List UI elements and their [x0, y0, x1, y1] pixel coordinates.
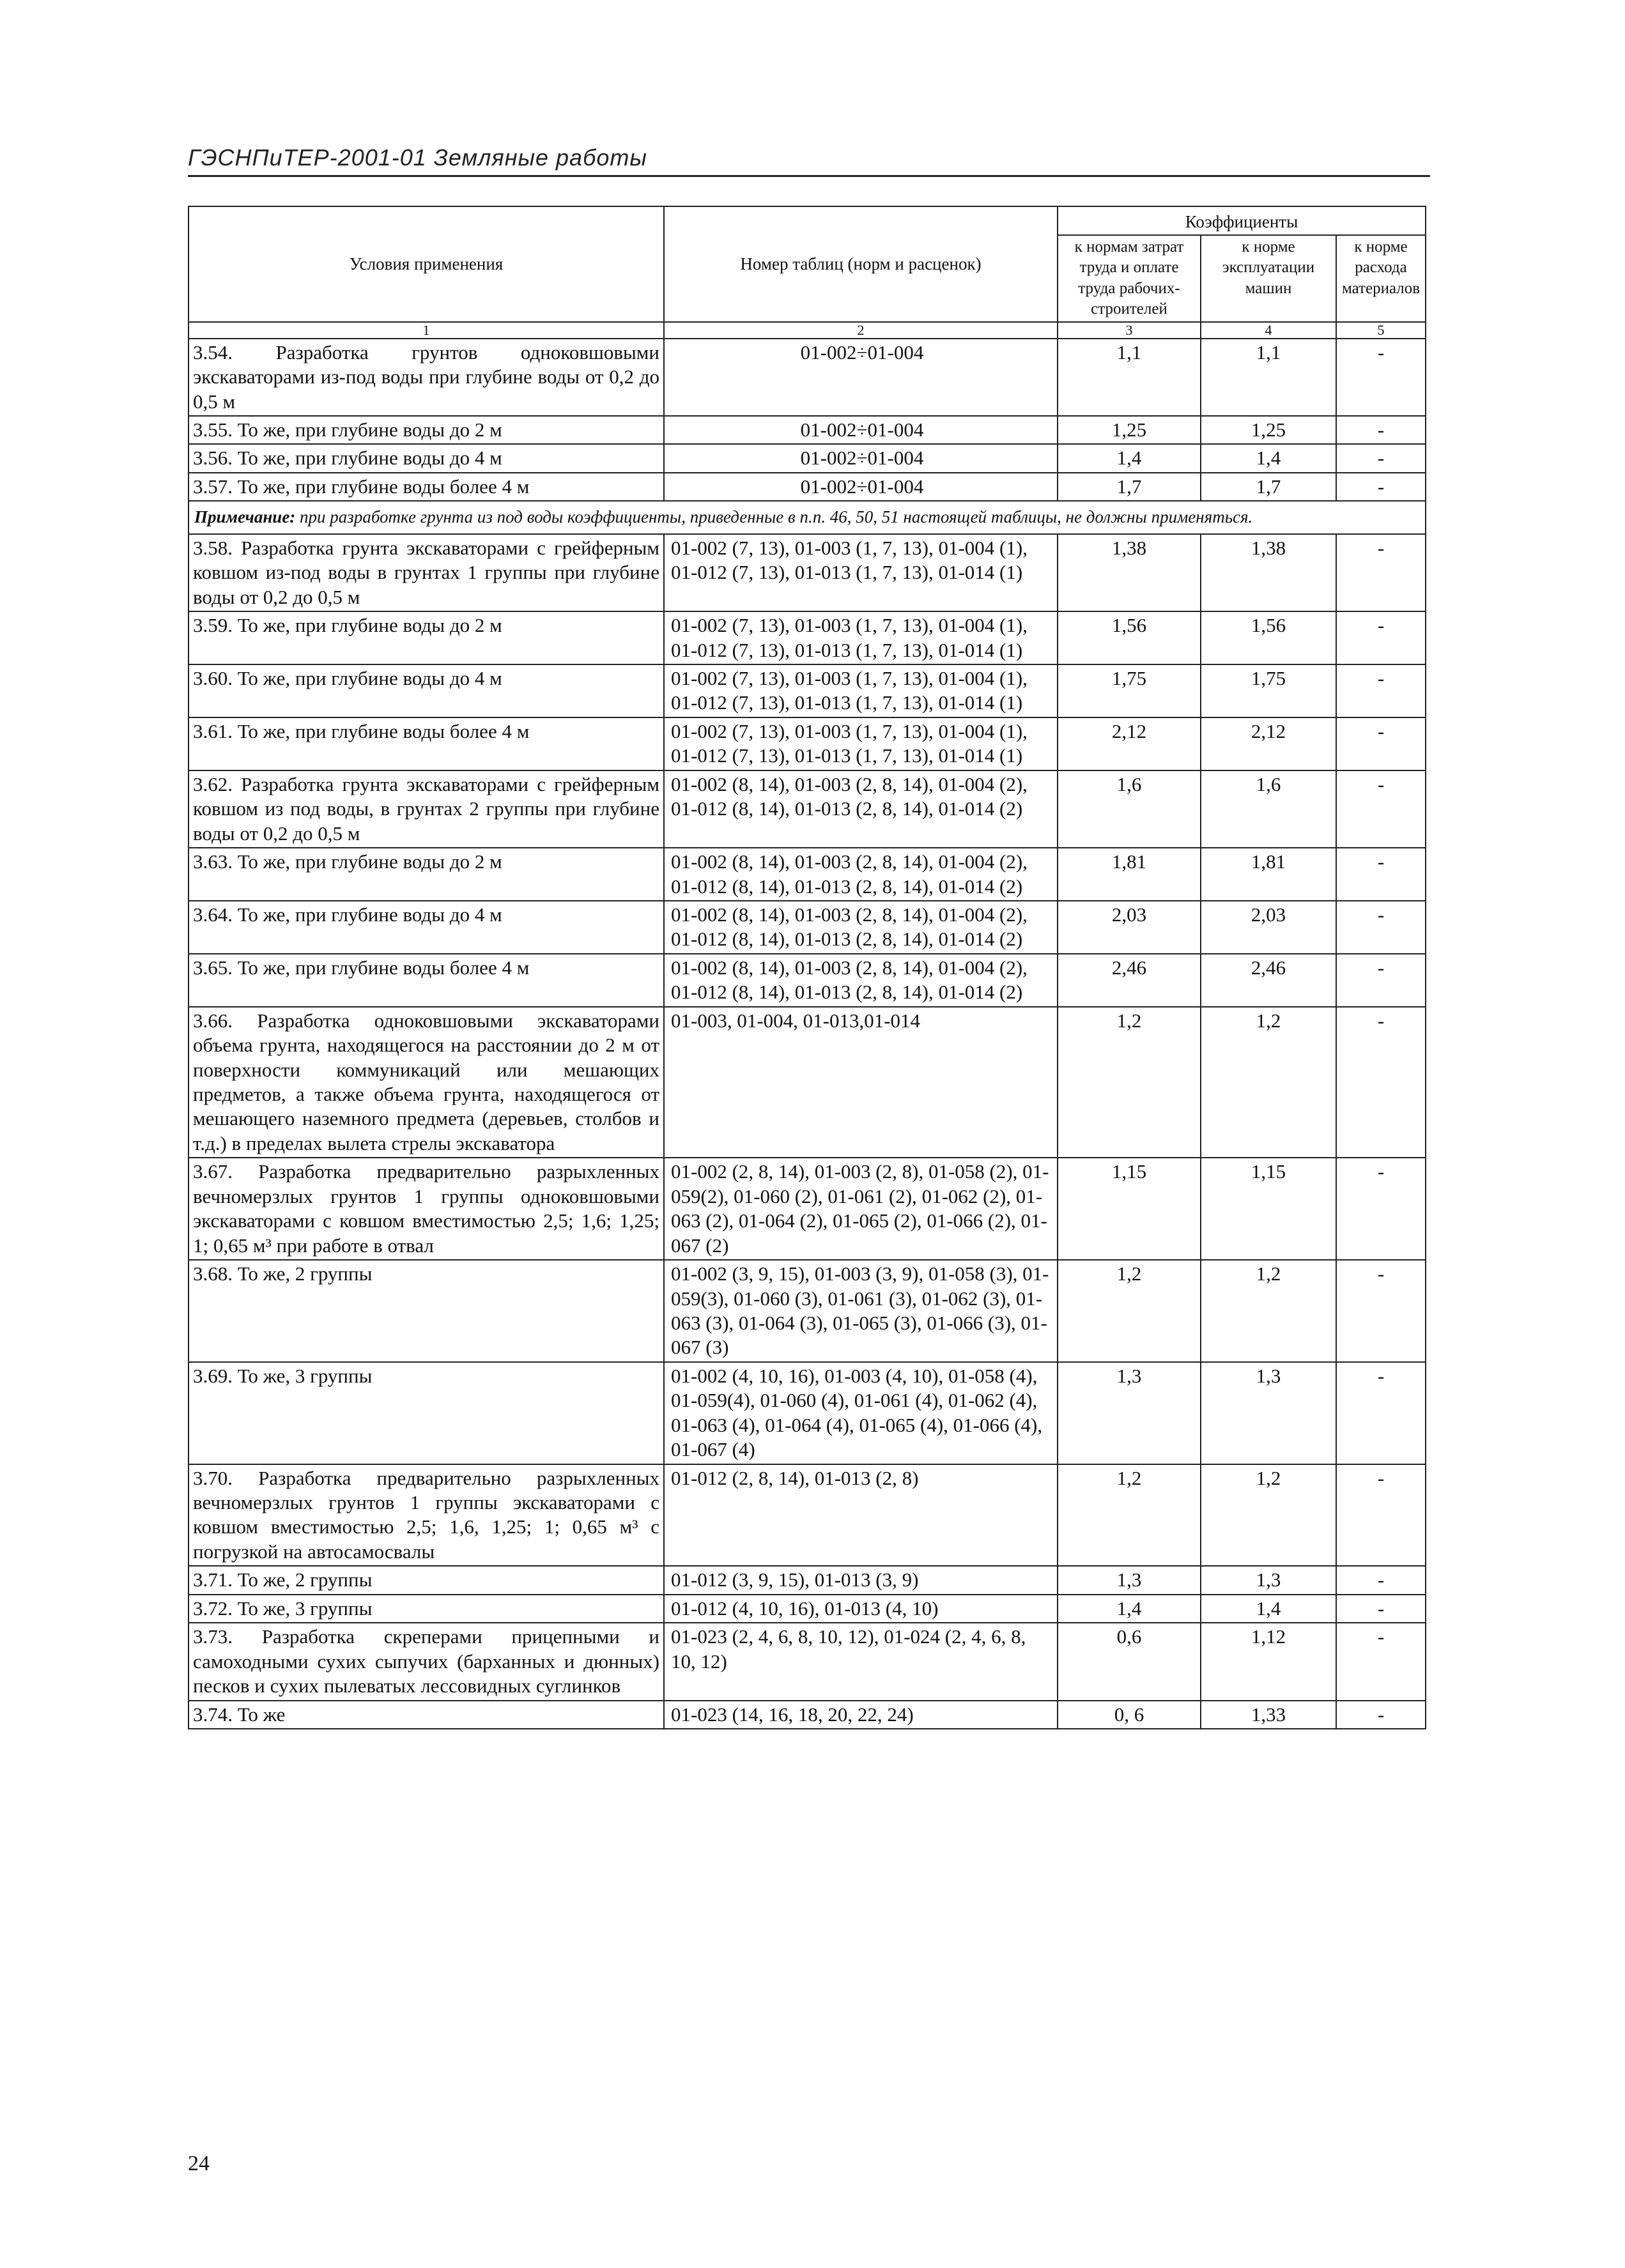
table-numbers-cell: 01-002 (4, 10, 16), 01-003 (4, 10), 01-058 (4), 01-059(4), 01-060 (4), 01-061 (4), 01-062 (4), 01-063 (4), 01-064 (4), 01-065 (4), 01-066 (4), 01-067 (4) [664, 1362, 1058, 1464]
labor-coefficient-cell: 0, 6 [1058, 1701, 1201, 1729]
running-title: ГЭСНПиТЕР-2001-01 Земляные работы [188, 144, 647, 171]
table-numbers-cell: 01-002 (3, 9, 15), 01-003 (3, 9), 01-058 (3), 01-059(3), 01-060 (3), 01-061 (3), 01-062 (3), 01-063 (3), 01-064 (3), 01-065 (3), 01-066 (3), 01-067 (3) [664, 1260, 1058, 1362]
material-coefficient-cell: - [1336, 1260, 1426, 1362]
labor-coefficient-cell: 1,2 [1058, 1007, 1201, 1158]
note-section [189, 501, 1426, 533]
header-materials: к норме расхода материалов [1336, 235, 1426, 322]
table-row [189, 1007, 1426, 1158]
material-coefficient-cell: - [1336, 717, 1426, 770]
labor-coefficient-cell: 1,75 [1058, 664, 1201, 717]
condition-cell: 3.59. То же, при глубине воды до 2 м [189, 611, 664, 664]
material-coefficient-cell: - [1336, 1362, 1426, 1464]
table-numbers-cell: 01-002÷01-004 [664, 416, 1058, 444]
material-coefficient-cell: - [1336, 611, 1426, 664]
machine-coefficient-cell: 1,2 [1201, 1260, 1336, 1362]
table-numbers-cell: 01-002 (8, 14), 01-003 (2, 8, 14), 01-004 (2), 01-012 (8, 14), 01-013 (2, 8, 14), 01-014 (2) [664, 848, 1058, 901]
header-coefficients: Коэффициенты [1058, 206, 1426, 235]
labor-coefficient-cell: 1,25 [1058, 416, 1201, 444]
machine-coefficient-cell: 1,3 [1201, 1362, 1336, 1464]
condition-cell: 3.62. Разработка грунта экскаваторами с грейферным ковшом из под воды, в грунтах 2 группы при глубине воды от 0,2 до 0,5 м [189, 770, 664, 848]
condition-cell: 3.63. То же, при глубине воды до 2 м [189, 848, 664, 901]
table-row [189, 1566, 1426, 1594]
labor-coefficient-cell: 2,03 [1058, 901, 1201, 954]
machine-coefficient-cell: 2,12 [1201, 717, 1336, 770]
page-number: 24 [188, 2152, 210, 2175]
labor-coefficient-cell: 1,38 [1058, 534, 1201, 611]
material-coefficient-cell: - [1336, 1623, 1426, 1700]
condition-cell: 3.65. То же, при глубине воды более 4 м [189, 954, 664, 1007]
table-numbers-cell: 01-002 (8, 14), 01-003 (2, 8, 14), 01-004 (2), 01-012 (8, 14), 01-013 (2, 8, 14), 01-014 (2) [664, 954, 1058, 1007]
machine-coefficient-cell: 1,7 [1201, 473, 1336, 501]
machine-coefficient-cell: 1,38 [1201, 534, 1336, 611]
labor-coefficient-cell: 2,12 [1058, 717, 1201, 770]
labor-coefficient-cell: 1,2 [1058, 1260, 1201, 1362]
machine-coefficient-cell: 1,4 [1201, 444, 1336, 472]
table-numbers-cell: 01-002÷01-004 [664, 444, 1058, 472]
table-row [189, 1260, 1426, 1362]
running-header [188, 144, 1430, 177]
machine-coefficient-cell: 1,56 [1201, 611, 1336, 664]
machine-coefficient-cell: 2,03 [1201, 901, 1336, 954]
labor-coefficient-cell: 1,15 [1058, 1158, 1201, 1260]
column-number: 3 [1058, 322, 1201, 339]
labor-coefficient-cell: 2,46 [1058, 954, 1201, 1007]
material-coefficient-cell: - [1336, 473, 1426, 501]
table-head [189, 206, 1426, 339]
machine-coefficient-cell: 2,46 [1201, 954, 1336, 1007]
machine-coefficient-cell: 1,2 [1201, 1007, 1336, 1158]
table-row [189, 611, 1426, 664]
material-coefficient-cell: - [1336, 1158, 1426, 1260]
table-numbers-cell: 01-002 (7, 13), 01-003 (1, 7, 13), 01-004 (1), 01-012 (7, 13), 01-013 (1, 7, 13), 01-014 (1) [664, 664, 1058, 717]
material-coefficient-cell: - [1336, 954, 1426, 1007]
labor-coefficient-cell: 1,2 [1058, 1464, 1201, 1567]
material-coefficient-cell: - [1336, 534, 1426, 611]
table-row [189, 1701, 1426, 1729]
condition-cell: 3.55. То же, при глубине воды до 2 м [189, 416, 664, 444]
table-row [189, 416, 1426, 444]
header-conditions: Условия применения [189, 206, 664, 322]
table-row [189, 1464, 1426, 1567]
machine-coefficient-cell: 1,3 [1201, 1566, 1336, 1594]
material-coefficient-cell: - [1336, 1566, 1426, 1594]
note-row [189, 501, 1426, 533]
condition-cell: 3.57. То же, при глубине воды более 4 м [189, 473, 664, 501]
condition-cell: 3.67. Разработка предварительно разрыхленных вечномерзлых грунтов 1 группы одноковшовыми экскаваторами с ковшом вместимостью 2,5; 1,6; 1,25; 1; 0,65 м³ при работе в отвал [189, 1158, 664, 1260]
labor-coefficient-cell: 1,4 [1058, 1595, 1201, 1623]
column-number: 1 [189, 322, 664, 339]
condition-cell: 3.72. То же, 3 группы [189, 1595, 664, 1623]
labor-coefficient-cell: 0,6 [1058, 1623, 1201, 1700]
table-row [189, 901, 1426, 954]
material-coefficient-cell: - [1336, 444, 1426, 472]
table-numbers-cell: 01-002 (7, 13), 01-003 (1, 7, 13), 01-004 (1), 01-012 (7, 13), 01-013 (1, 7, 13), 01-014 (1) [664, 534, 1058, 611]
condition-cell: 3.58. Разработка грунта экскаваторами с грейферным ковшом из-под воды в грунтах 1 группы при глубине воды от 0,2 до 0,5 м [189, 534, 664, 611]
material-coefficient-cell: - [1336, 770, 1426, 848]
labor-coefficient-cell: 1,81 [1058, 848, 1201, 901]
table-body-lower [189, 534, 1426, 1729]
labor-coefficient-cell: 1,1 [1058, 339, 1201, 416]
condition-cell: 3.66. Разработка одноковшовыми экскаваторами объема грунта, находящегося на расстоянии до 2 м от поверхности коммуникаций или мешающих предметов, а также объема грунта, находящегося от мешающего наземного предмета (деревьев, столбов и т.д.) в пределах вылета стрелы экскаватора [189, 1007, 664, 1158]
table-row [189, 717, 1426, 770]
coefficients-table [188, 206, 1426, 1729]
condition-cell: 3.64. То же, при глубине воды до 4 м [189, 901, 664, 954]
table-row [189, 1158, 1426, 1260]
table-row [189, 1623, 1426, 1700]
condition-cell: 3.60. То же, при глубине воды до 4 м [189, 664, 664, 717]
table-row [189, 770, 1426, 848]
material-coefficient-cell: - [1336, 339, 1426, 416]
column-number: 5 [1336, 322, 1426, 339]
machine-coefficient-cell: 1,25 [1201, 416, 1336, 444]
table-row [189, 848, 1426, 901]
note-label: Примечание: [194, 507, 296, 527]
header-labor: к нормам затрат труда и оплате труда рабочих-строителей [1058, 235, 1201, 322]
material-coefficient-cell: - [1336, 1464, 1426, 1567]
labor-coefficient-cell: 1,56 [1058, 611, 1201, 664]
condition-cell: 3.70. Разработка предварительно разрыхленных вечномерзлых грунтов 1 группы экскаваторами с ковшом вместимостью 2,5; 1,6, 1,25; 1; 0,65 м³ с погрузкой на автосамосвалы [189, 1464, 664, 1567]
machine-coefficient-cell: 1,15 [1201, 1158, 1336, 1260]
column-number: 4 [1201, 322, 1336, 339]
table-row [189, 1362, 1426, 1464]
table-numbers-cell: 01-002 (2, 8, 14), 01-003 (2, 8), 01-058 (2), 01-059(2), 01-060 (2), 01-061 (2), 01-062 (2), 01-063 (2), 01-064 (2), 01-065 (2), 01-066 (2), 01-067 (2) [664, 1158, 1058, 1260]
table-row [189, 534, 1426, 611]
table-row [189, 473, 1426, 501]
machine-coefficient-cell: 1,4 [1201, 1595, 1336, 1623]
header-table-numbers: Номер таблиц (норм и расценок) [664, 206, 1058, 322]
table-numbers-cell: 01-023 (2, 4, 6, 8, 10, 12), 01-024 (2, 4, 6, 8, 10, 12) [664, 1623, 1058, 1700]
header-machines: к норме эксплуатации машин [1201, 235, 1336, 322]
table-numbers-cell: 01-002 (7, 13), 01-003 (1, 7, 13), 01-004 (1), 01-012 (7, 13), 01-013 (1, 7, 13), 01-014 (1) [664, 611, 1058, 664]
labor-coefficient-cell: 1,3 [1058, 1362, 1201, 1464]
condition-cell: 3.74. То же [189, 1701, 664, 1729]
table-row [189, 664, 1426, 717]
note-cell [189, 501, 1426, 533]
material-coefficient-cell: - [1336, 901, 1426, 954]
note-text: при разработке грунта из под воды коэффициенты, приведенные в п.п. 46, 50, 51 настоящей таблицы, не должны применяться. [295, 507, 1253, 527]
material-coefficient-cell: - [1336, 1701, 1426, 1729]
table-numbers-cell: 01-002÷01-004 [664, 473, 1058, 501]
machine-coefficient-cell: 1,6 [1201, 770, 1336, 848]
table-numbers-cell: 01-002 (8, 14), 01-003 (2, 8, 14), 01-004 (2), 01-012 (8, 14), 01-013 (2, 8, 14), 01-014 (2) [664, 770, 1058, 848]
table-numbers-cell: 01-012 (2, 8, 14), 01-013 (2, 8) [664, 1464, 1058, 1567]
machine-coefficient-cell: 1,75 [1201, 664, 1336, 717]
condition-cell: 3.56. То же, при глубине воды до 4 м [189, 444, 664, 472]
material-coefficient-cell: - [1336, 1595, 1426, 1623]
material-coefficient-cell: - [1336, 1007, 1426, 1158]
table-numbers-cell: 01-012 (4, 10, 16), 01-013 (4, 10) [664, 1595, 1058, 1623]
table-numbers-cell: 01-003, 01-004, 01-013,01-014 [664, 1007, 1058, 1158]
material-coefficient-cell: - [1336, 848, 1426, 901]
machine-coefficient-cell: 1,1 [1201, 339, 1336, 416]
material-coefficient-cell: - [1336, 416, 1426, 444]
table-row [189, 954, 1426, 1007]
table-numbers-cell: 01-023 (14, 16, 18, 20, 22, 24) [664, 1701, 1058, 1729]
table-numbers-cell: 01-002÷01-004 [664, 339, 1058, 416]
labor-coefficient-cell: 1,6 [1058, 770, 1201, 848]
condition-cell: 3.54. Разработка грунтов одноковшовыми экскаваторами из-под воды при глубине воды от 0,2 до 0,5 м [189, 339, 664, 416]
table-numbers-cell: 01-002 (7, 13), 01-003 (1, 7, 13), 01-004 (1), 01-012 (7, 13), 01-013 (1, 7, 13), 01-014 (1) [664, 717, 1058, 770]
machine-coefficient-cell: 1,33 [1201, 1701, 1336, 1729]
table-row [189, 1595, 1426, 1623]
labor-coefficient-cell: 1,7 [1058, 473, 1201, 501]
condition-cell: 3.73. Разработка скреперами прицепными и самоходными сухих сыпучих (барханных и дюнных) песков и сухих пылеватых лессовидных суглинков [189, 1623, 664, 1700]
column-number: 2 [664, 322, 1058, 339]
material-coefficient-cell: - [1336, 664, 1426, 717]
condition-cell: 3.68. То же, 2 группы [189, 1260, 664, 1362]
condition-cell: 3.69. То же, 3 группы [189, 1362, 664, 1464]
column-number-row [189, 322, 1426, 339]
labor-coefficient-cell: 1,4 [1058, 444, 1201, 472]
table-numbers-cell: 01-002 (8, 14), 01-003 (2, 8, 14), 01-004 (2), 01-012 (8, 14), 01-013 (2, 8, 14), 01-014 (2) [664, 901, 1058, 954]
machine-coefficient-cell: 1,81 [1201, 848, 1336, 901]
condition-cell: 3.61. То же, при глубине воды более 4 м [189, 717, 664, 770]
table-row [189, 339, 1426, 416]
table-numbers-cell: 01-012 (3, 9, 15), 01-013 (3, 9) [664, 1566, 1058, 1594]
condition-cell: 3.71. То же, 2 группы [189, 1566, 664, 1594]
table-body-upper [189, 339, 1426, 502]
table-row [189, 444, 1426, 472]
machine-coefficient-cell: 1,2 [1201, 1464, 1336, 1567]
machine-coefficient-cell: 1,12 [1201, 1623, 1336, 1700]
labor-coefficient-cell: 1,3 [1058, 1566, 1201, 1594]
